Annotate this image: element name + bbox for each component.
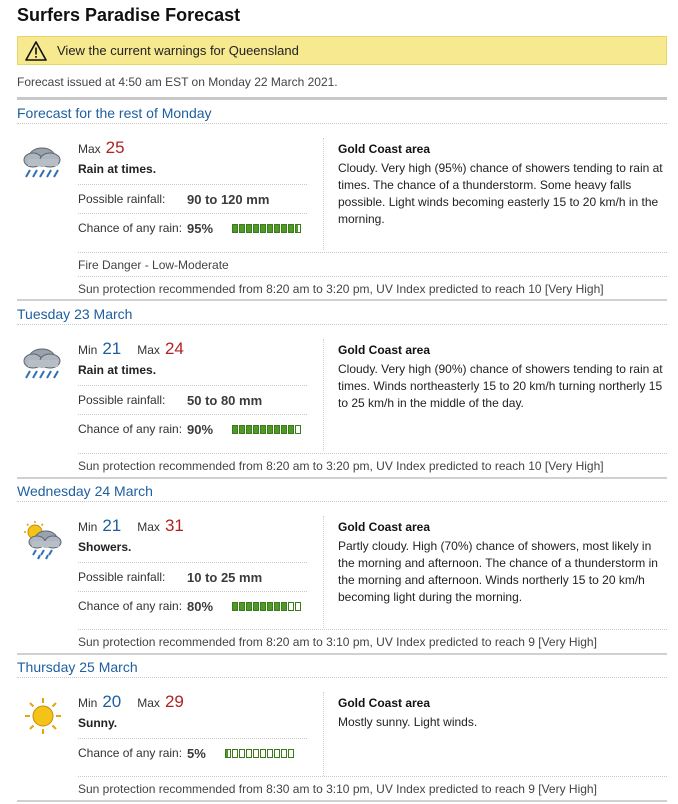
rain-chance-segment xyxy=(239,602,245,611)
rain-chance-segment xyxy=(267,749,273,758)
rainfall-value: 90 to 120 mm xyxy=(187,191,270,207)
rain-chance-segment xyxy=(274,602,280,611)
page-title: Surfers Paradise Forecast xyxy=(17,5,241,25)
max-temp: 29 xyxy=(164,692,184,711)
rain-chance-segment xyxy=(288,749,294,758)
region-name: Gold Coast area xyxy=(338,142,431,156)
day-forecast-monday xyxy=(17,102,667,301)
rain-chance-segment xyxy=(239,749,245,758)
max-temp: 24 xyxy=(164,339,184,358)
divider xyxy=(17,97,667,100)
sun-icon xyxy=(23,696,63,736)
rain-chance-segment xyxy=(246,224,252,233)
max-label: Max xyxy=(137,696,160,710)
rain-chance-segment xyxy=(267,425,273,434)
min-temp: 20 xyxy=(102,692,122,711)
rain-chance-segment xyxy=(267,224,273,233)
rain-chance-segment xyxy=(295,602,301,611)
warnings-link[interactable]: View the current warnings for Queensland xyxy=(57,43,299,58)
day-heading: Wednesday 24 March xyxy=(17,480,667,502)
rain-chance-segment xyxy=(253,602,259,611)
fire-danger: Fire Danger - Low-Moderate xyxy=(78,252,667,276)
forecast-summary: Showers. xyxy=(78,540,132,554)
rain-chance-segment xyxy=(281,749,287,758)
max-label: Max xyxy=(137,520,160,534)
rain-chance-segment xyxy=(225,749,231,758)
day-forecast-wednesday xyxy=(17,480,667,655)
chance-label: Chance of any rain: xyxy=(78,599,183,613)
rain-chance-segment xyxy=(288,425,294,434)
rain-chance-segment xyxy=(260,425,266,434)
rain-chance-segment xyxy=(260,749,266,758)
rain-chance-segment xyxy=(281,425,287,434)
day-heading: Tuesday 23 March xyxy=(17,303,667,325)
rain-chance-segment xyxy=(253,749,259,758)
max-temp: 25 xyxy=(105,138,125,157)
day-heading: Thursday 25 March xyxy=(17,656,667,678)
min-temp: 21 xyxy=(102,516,122,535)
rain-chance-bars xyxy=(232,425,301,434)
rain-chance-segment xyxy=(281,602,287,611)
rain-chance-segment xyxy=(295,425,301,434)
forecast-description: Cloudy. Very high (90%) chance of showers tending to rain at times. Winds northeasterly 15 to 20 km/h turning northerly 15 to 25 km/h in the middle of the day. xyxy=(338,362,663,410)
sun-protection: Sun protection recommended from 8:20 am to 3:10 pm, UV Index predicted to reach 9 [Very High] xyxy=(78,629,667,653)
rain-chance-segment xyxy=(246,602,252,611)
rain-chance-segment xyxy=(274,749,280,758)
chance-label: Chance of any rain: xyxy=(78,221,183,235)
max-label: Max xyxy=(78,142,101,156)
rain-chance-bars xyxy=(232,602,301,611)
rain-chance-segment xyxy=(232,749,238,758)
rain-chance-segment xyxy=(260,224,266,233)
chance-label: Chance of any rain: xyxy=(78,746,183,760)
rainfall-label: Possible rainfall: xyxy=(78,570,166,584)
rain-chance-segment xyxy=(253,224,259,233)
rain-chance-segment xyxy=(260,602,266,611)
rain-chance-segment xyxy=(267,602,273,611)
rain-chance-segment xyxy=(232,602,238,611)
rain-chance-segment xyxy=(274,425,280,434)
region-name: Gold Coast area xyxy=(338,343,431,357)
rain-chance-segment xyxy=(239,425,245,434)
sun-protection: Sun protection recommended from 8:20 am to 3:20 pm, UV Index predicted to reach 10 [Very High] xyxy=(78,276,667,300)
sun-protection: Sun protection recommended from 8:30 am to 3:10 pm, UV Index predicted to reach 9 [Very High] xyxy=(78,776,667,800)
min-label: Min xyxy=(78,343,98,357)
max-temp: 31 xyxy=(164,516,184,535)
rainfall-value: 10 to 25 mm xyxy=(187,569,263,585)
forecast-description: Partly cloudy. High (70%) chance of showers, most likely in the morning and afternoon. The chance of a thunderstorm in the morning and afternoon. Winds northerly 15 to 20 km/h becoming light during the morning. xyxy=(338,539,658,604)
forecast-summary: Sunny. xyxy=(78,716,118,730)
rain-chance-segment xyxy=(274,224,280,233)
day-heading: Forecast for the rest of Monday xyxy=(17,102,667,124)
rain-cloud-icon xyxy=(20,343,64,379)
rain-chance-segment xyxy=(281,224,287,233)
max-label: Max xyxy=(137,343,160,357)
rain-chance-segment xyxy=(232,224,238,233)
rainfall-label: Possible rainfall: xyxy=(78,393,166,407)
region-name: Gold Coast area xyxy=(338,520,431,534)
region-name: Gold Coast area xyxy=(338,696,431,710)
forecast-summary: Rain at times. xyxy=(78,162,157,176)
chance-value: 90% xyxy=(187,421,214,437)
min-label: Min xyxy=(78,520,98,534)
day-forecast-tuesday xyxy=(17,303,667,479)
min-label: Min xyxy=(78,696,98,710)
rain-chance-segment xyxy=(288,224,294,233)
rain-cloud-icon xyxy=(20,142,64,178)
forecast-description: Cloudy. Very high (95%) chance of showers tending to rain at times. The chance of a thunderstorm. Some heavy falls possible. Light winds becoming easterly 15 to 20 km/h in the morning. xyxy=(338,161,663,226)
chance-value: 95% xyxy=(187,220,214,236)
rain-chance-bars xyxy=(232,224,301,233)
warning-bar[interactable] xyxy=(17,36,667,65)
rain-chance-segment xyxy=(239,224,245,233)
forecast-summary: Rain at times. xyxy=(78,363,157,377)
rainfall-label: Possible rainfall: xyxy=(78,192,166,206)
day-forecast-thursday xyxy=(17,656,667,804)
sun-showers-icon xyxy=(20,520,64,560)
min-temp: 21 xyxy=(102,339,122,358)
rain-chance-segment xyxy=(288,602,294,611)
forecast-description: Mostly sunny. Light winds. xyxy=(338,715,478,729)
forecast-issued: Forecast issued at 4:50 am EST on Monday 22 March 2021. xyxy=(17,75,338,89)
rainfall-value: 50 to 80 mm xyxy=(187,392,263,408)
rain-chance-segment xyxy=(246,425,252,434)
rain-chance-bars xyxy=(225,749,294,758)
chance-value: 80% xyxy=(187,598,214,614)
rain-chance-segment xyxy=(295,224,301,233)
rain-chance-segment xyxy=(232,425,238,434)
chance-value: 5% xyxy=(187,745,206,761)
warning-triangle-icon xyxy=(25,41,47,61)
chance-label: Chance of any rain: xyxy=(78,422,183,436)
rain-chance-segment xyxy=(253,425,259,434)
sun-protection: Sun protection recommended from 8:20 am to 3:20 pm, UV Index predicted to reach 10 [Very High] xyxy=(78,453,667,477)
rain-chance-segment xyxy=(246,749,252,758)
